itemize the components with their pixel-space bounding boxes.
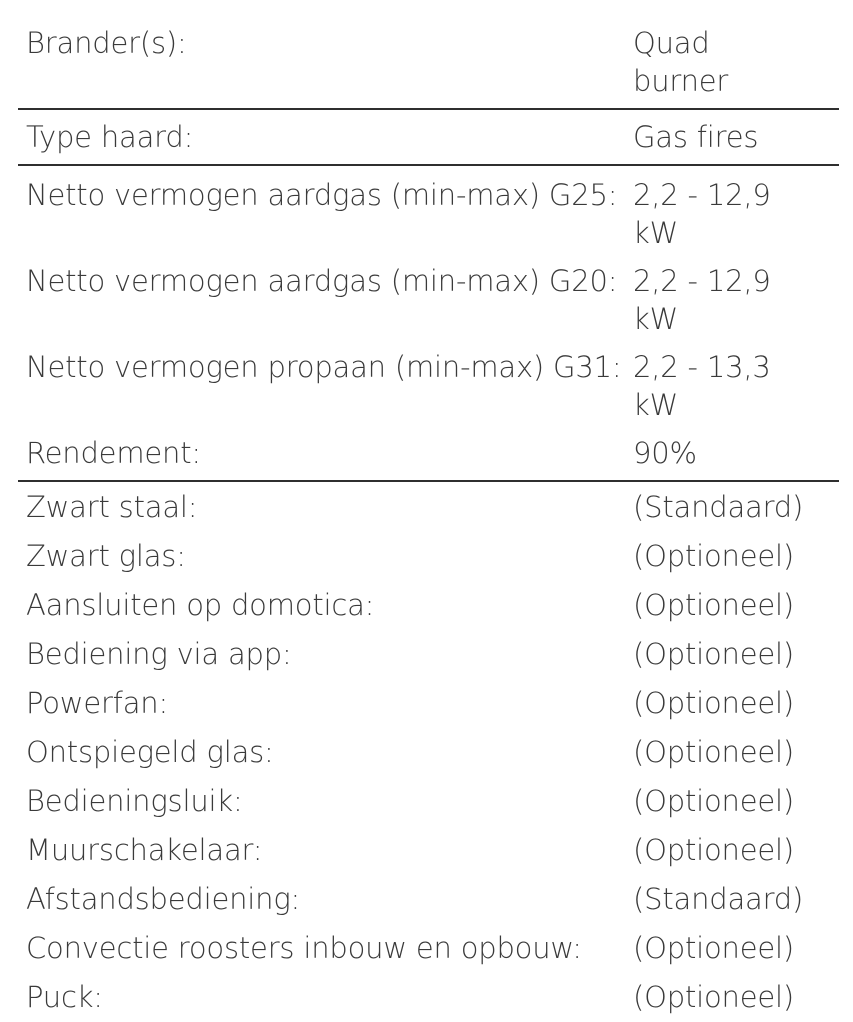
burner-section (18, 18, 839, 110)
spec-label: Netto vermogen propaan (min-max) G31: (26, 350, 622, 384)
spec-row-option (18, 482, 839, 532)
spec-label: Ontspiegeld glas: (26, 735, 274, 769)
spec-label: Rendement: (26, 436, 201, 470)
spec-row-burner (18, 18, 839, 108)
spec-row-option (18, 679, 839, 728)
spec-value: (Standaard) (633, 882, 804, 916)
spec-row-power-g25 (18, 166, 839, 256)
spec-row-power-g20 (18, 256, 839, 342)
spec-label: Zwart staal: (26, 490, 198, 524)
spec-label: Netto vermogen aardgas (min-max) G25: (26, 178, 618, 212)
spec-value: (Optioneel) (633, 686, 794, 720)
spec-row-option (18, 924, 839, 973)
spec-label: Zwart glas: (26, 539, 186, 573)
spec-row-option (18, 777, 839, 826)
spec-label: Muurschakelaar: (26, 833, 263, 867)
options-section (18, 482, 839, 1022)
spec-label: Brander(s): (26, 26, 187, 60)
spec-value: (Optioneel) (633, 588, 794, 622)
spec-row-option (18, 581, 839, 630)
spec-label: Bediening via app: (26, 637, 292, 671)
spec-value: (Optioneel) (633, 539, 794, 573)
spec-row-option (18, 973, 839, 1022)
spec-label: Puck: (26, 980, 103, 1014)
spec-value: (Optioneel) (633, 980, 794, 1014)
spec-row-fire-type (18, 110, 839, 164)
power-section (18, 166, 839, 482)
specifications-table (18, 0, 839, 1022)
spec-row-efficiency (18, 428, 839, 480)
spec-row-option (18, 728, 839, 777)
spec-value: Gas fires (633, 120, 759, 154)
spec-value: (Optioneel) (633, 784, 794, 818)
spec-value: 90% (633, 436, 697, 470)
spec-label: Afstandsbediening: (26, 882, 301, 916)
spec-row-option (18, 532, 839, 581)
spec-row-option (18, 826, 839, 875)
spec-row-power-g31 (18, 342, 839, 428)
spec-label: Bedieningsluik: (26, 784, 243, 818)
spec-row-option (18, 630, 839, 679)
spec-label: Powerfan: (26, 686, 169, 720)
spec-value: (Optioneel) (633, 931, 794, 965)
spec-value: 2,2 - 13,3 kW (633, 350, 771, 422)
spec-value: 2,2 - 12,9 kW (633, 178, 771, 250)
spec-value: (Optioneel) (633, 637, 794, 671)
spec-label: Type haard: (26, 120, 194, 154)
spec-value: 2,2 - 12,9 kW (633, 264, 771, 336)
fire-type-section (18, 110, 839, 166)
spec-value: (Standaard) (633, 490, 804, 524)
spec-label: Aansluiten op domotica: (26, 588, 375, 622)
spec-value: (Optioneel) (633, 735, 794, 769)
spec-label: Netto vermogen aardgas (min-max) G20: (26, 264, 618, 298)
spec-row-option (18, 875, 839, 924)
spec-value: (Optioneel) (633, 833, 794, 867)
spec-value: Quad burner (633, 26, 729, 98)
spec-label: Convectie roosters inbouw en opbouw: (26, 931, 582, 965)
